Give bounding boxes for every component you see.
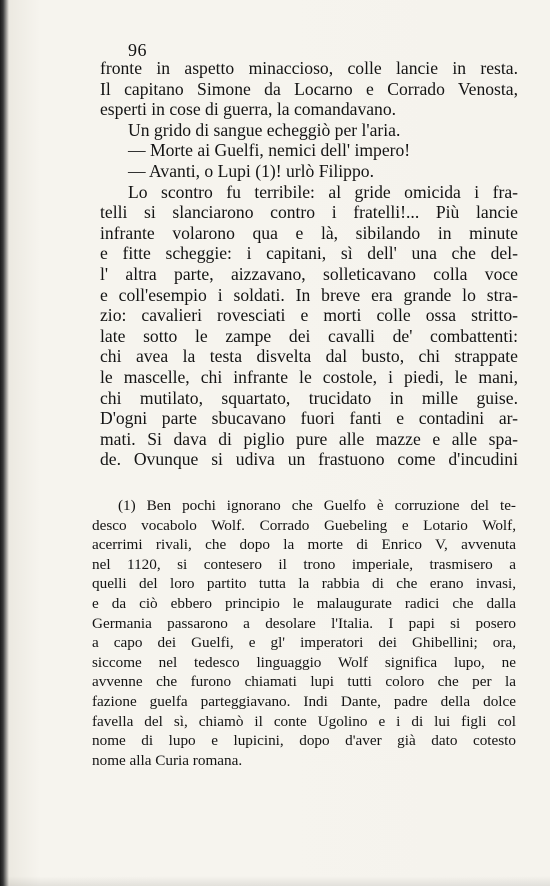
main-text-line: Lo scontro fu terribile: al gride omicida i fra- <box>128 181 518 202</box>
footnote-block <box>92 496 516 770</box>
footnote-line: nome di lupo e lupicini, dopo d'aver già dato cotesto <box>92 732 516 750</box>
footnote-line: avvenne che furono chiamati lupi tutti coloro che per la <box>92 673 516 691</box>
main-text-line: le mascelle, chi infrante le costole, i piedi, le mani, <box>100 366 518 387</box>
main-text-line: D'ogni parte sbucavano fuori fanti e contadini ar- <box>100 408 518 429</box>
main-text-block <box>100 58 518 470</box>
footnote-line: a capo dei Guelfi, e gl' imperatori dei Ghibellini; ora, <box>92 634 516 652</box>
footnote-line: favella del sì, chiamò il conte Ugolino e i di lui figli col <box>92 712 516 730</box>
footnote-line: desco vocabolo Wolf. Corrado Guebeling e Lotario Wolf, <box>92 516 516 534</box>
footnote-line: acerrimi rivali, che dopo la morte di Enrico V, avvenuta <box>92 536 516 554</box>
main-text-line: Il capitano Simone da Locarno e Corrado Venosta, <box>100 78 518 99</box>
footnote-line: Germania passarono a desolare l'Italia. I papi si posero <box>92 614 516 632</box>
main-text-line: mati. Si dava di piglio pure alle mazze e alle spa- <box>100 428 518 449</box>
main-text-line: telli si slanciarono contro i fratelli!... Più lancie <box>100 202 518 223</box>
main-text-line: — Morte ai Guelfi, nemici dell' impero! <box>128 140 411 161</box>
footnote-line: e da ciò ebbero principio le malaugurate radici che dalla <box>92 594 516 612</box>
main-text-line: chi avea la testa disvelta dal busto, chi strappate <box>100 346 518 367</box>
footnote-line: quelli del loro partito tutta la rabbia di che erano invasi, <box>92 575 516 593</box>
main-text-line: fronte in aspetto minaccioso, colle lancie in resta. <box>100 58 518 78</box>
footnote-line: fazione guelfa parteggiavano. Indi Dante, padre della dolce <box>92 692 516 710</box>
footnote-line: siccome nel tedesco linguaggio Wolf significa lupo, ne <box>92 653 516 671</box>
main-text-line: de. Ovunque si udiva un frastuono come d'incudini <box>100 449 518 470</box>
footnote-line: nome alla Curia romana. <box>92 751 243 769</box>
main-text-line: l' altra parte, aizzavano, solleticavano colla voce <box>100 263 518 284</box>
page-number: 96 <box>128 40 147 60</box>
footnote-line: nel 1120, si contesero il trono imperiale, trasmisero a <box>92 555 516 573</box>
main-text-line: chi mutilato, squartato, trucidato in mille guise. <box>100 387 518 408</box>
main-text-line: esperti in cose di guerra, la comandavano. <box>100 99 397 120</box>
footnote-line: (1) Ben pochi ignorano che Guelfo è corruzione del te- <box>118 497 516 514</box>
main-text-line: e coll'esempio i soldati. In breve era grande lo stra- <box>100 284 518 305</box>
page-bottom-shadow <box>0 876 550 886</box>
main-text-line: Un grido di sangue echeggiò per l'aria. <box>128 119 401 140</box>
main-text-line: e fitte scheggie: i capitani, sì dell' una che del- <box>100 243 518 264</box>
main-text-line: — Avanti, o Lupi (1)! urlò Filippo. <box>128 160 374 181</box>
main-text-line: zio: cavalieri rovesciati e morti colle ossa stritto- <box>100 305 518 326</box>
main-text-line: infrante volarono qua e là, sibilando in minute <box>100 222 518 243</box>
main-text-line: late sotto le zampe dei cavalli de' combattenti: <box>100 325 518 346</box>
